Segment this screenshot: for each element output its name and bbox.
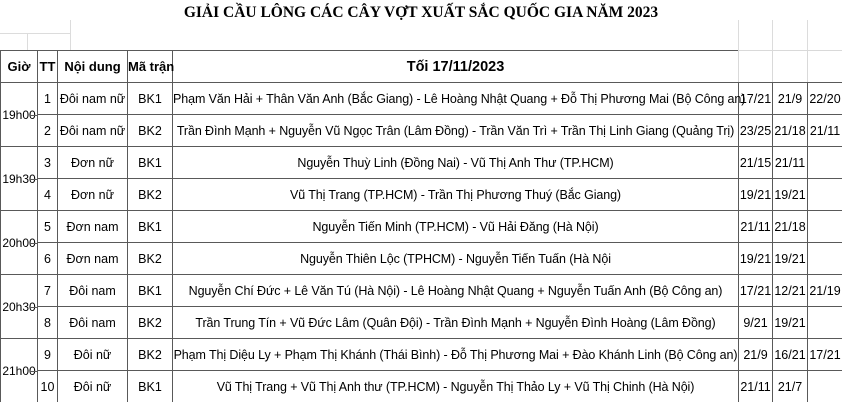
row-number-cell: 8 bbox=[38, 307, 58, 339]
match-code-cell: BK2 bbox=[128, 307, 173, 339]
score-cell-2: 21/9 bbox=[773, 83, 808, 115]
score-cell-1: 19/21 bbox=[739, 243, 773, 275]
schedule-table-head bbox=[1, 51, 842, 83]
event-cell: Đơn nữ bbox=[58, 179, 128, 211]
score-cell-1: 23/25 bbox=[739, 115, 773, 147]
score-cell-1: 9/21 bbox=[739, 307, 773, 339]
table-row bbox=[1, 179, 842, 211]
score-cell-1: 21/11 bbox=[739, 211, 773, 243]
score-cell-3: 21/11 bbox=[808, 115, 842, 147]
score-cell-1: 21/15 bbox=[739, 147, 773, 179]
table-row bbox=[1, 211, 842, 243]
event-cell: Đôi nữ bbox=[58, 371, 128, 402]
score-cell-2: 12/21 bbox=[773, 275, 808, 307]
score-cell-3 bbox=[808, 211, 842, 243]
match-cell: Vũ Thị Trang (TP.HCM) - Trần Thị Phương Thuý (Bắc Giang) bbox=[173, 179, 739, 211]
schedule-table bbox=[0, 50, 842, 402]
row-number-cell: 10 bbox=[38, 371, 58, 402]
gridline bbox=[70, 20, 71, 50]
header-score-1 bbox=[739, 51, 773, 83]
score-cell-3: 21/19 bbox=[808, 275, 842, 307]
score-cell-3: 22/20 bbox=[808, 83, 842, 115]
row-number-cell: 6 bbox=[38, 243, 58, 275]
match-code-cell: BK1 bbox=[128, 147, 173, 179]
table-row bbox=[1, 147, 842, 179]
match-cell: Nguyễn Tiến Minh (TP.HCM) - Vũ Hải Đăng (Hà Nội) bbox=[173, 211, 739, 243]
header-score-2 bbox=[773, 51, 808, 83]
score-cell-1: 17/21 bbox=[739, 83, 773, 115]
score-cell-1: 19/21 bbox=[739, 179, 773, 211]
gridline bbox=[807, 20, 808, 50]
match-cell: Nguyễn Thuỳ Linh (Đồng Nai) - Vũ Thị Anh Thư (TP.HCM) bbox=[173, 147, 739, 179]
time-cell: 19h30 bbox=[1, 147, 38, 211]
match-code-cell: BK1 bbox=[128, 211, 173, 243]
match-code-cell: BK1 bbox=[128, 83, 173, 115]
match-code-cell: BK1 bbox=[128, 275, 173, 307]
row-number-cell: 4 bbox=[38, 179, 58, 211]
header-score-3 bbox=[808, 51, 842, 83]
event-cell: Đơn nam bbox=[58, 211, 128, 243]
header-ma-tran: Mã trận bbox=[128, 51, 173, 83]
title-area bbox=[0, 0, 842, 50]
score-cell-3 bbox=[808, 179, 842, 211]
match-cell: Phạm Thị Diệu Ly + Phạm Thị Khánh (Thái Bình) - Đỗ Thị Phương Mai + Đào Khánh Linh (Bộ Công an) bbox=[173, 339, 739, 371]
score-cell-3 bbox=[808, 147, 842, 179]
event-cell: Đơn nữ bbox=[58, 147, 128, 179]
row-number-cell: 9 bbox=[38, 339, 58, 371]
score-cell-2: 19/21 bbox=[773, 243, 808, 275]
match-cell: Phạm Văn Hải + Thân Văn Anh (Bắc Giang) - Lê Hoàng Nhật Quang + Đỗ Thị Phương Mai (Bộ Công an) bbox=[173, 83, 739, 115]
event-cell: Đôi nữ bbox=[58, 339, 128, 371]
match-code-cell: BK2 bbox=[128, 339, 173, 371]
row-number-cell: 7 bbox=[38, 275, 58, 307]
score-cell-3 bbox=[808, 371, 842, 402]
event-cell: Đôi nam nữ bbox=[58, 83, 128, 115]
event-cell: Đơn nam bbox=[58, 243, 128, 275]
score-cell-2: 19/21 bbox=[773, 179, 808, 211]
page-title: GIẢI CẦU LÔNG CÁC CÂY VỢT XUẤT SẮC QUỐC GIA NĂM 2023 bbox=[183, 4, 659, 21]
time-cell: 19h00 bbox=[1, 83, 38, 147]
header-row bbox=[1, 51, 842, 83]
gridline bbox=[738, 20, 739, 50]
gridline bbox=[772, 20, 773, 50]
row-number-cell: 2 bbox=[38, 115, 58, 147]
row-number-cell: 1 bbox=[38, 83, 58, 115]
match-cell: Nguyễn Thiên Lộc (TPHCM) - Nguyễn Tiến Tuấn (Hà Nội bbox=[173, 243, 739, 275]
gridline bbox=[27, 33, 28, 50]
match-cell: Vũ Thị Trang + Vũ Thị Anh thư (TP.HCM) - Nguyễn Thị Thảo Ly + Vũ Thị Chinh (Hà Nội) bbox=[173, 371, 739, 402]
score-cell-1: 21/11 bbox=[739, 371, 773, 402]
score-cell-2: 21/18 bbox=[773, 211, 808, 243]
match-code-cell: BK2 bbox=[128, 243, 173, 275]
row-number-cell: 3 bbox=[38, 147, 58, 179]
table-row bbox=[1, 83, 842, 115]
score-cell-2: 21/18 bbox=[773, 115, 808, 147]
event-cell: Đôi nam bbox=[58, 307, 128, 339]
header-session: Tối 17/11/2023 bbox=[173, 51, 739, 83]
score-cell-3 bbox=[808, 243, 842, 275]
score-cell-2: 21/7 bbox=[773, 371, 808, 402]
time-cell: 20h30 bbox=[1, 275, 38, 339]
table-row bbox=[1, 275, 842, 307]
table-row bbox=[1, 339, 842, 371]
row-number-cell: 5 bbox=[38, 211, 58, 243]
score-cell-1: 21/9 bbox=[739, 339, 773, 371]
header-tt: TT bbox=[38, 51, 58, 83]
match-code-cell: BK2 bbox=[128, 179, 173, 211]
score-cell-3 bbox=[808, 307, 842, 339]
table-row bbox=[1, 243, 842, 275]
score-cell-2: 19/21 bbox=[773, 307, 808, 339]
match-code-cell: BK1 bbox=[128, 371, 173, 402]
header-noi-dung: Nội dung bbox=[58, 51, 128, 83]
score-cell-2: 21/11 bbox=[773, 147, 808, 179]
table-row bbox=[1, 115, 842, 147]
match-code-cell: BK2 bbox=[128, 115, 173, 147]
score-cell-2: 16/21 bbox=[773, 339, 808, 371]
match-cell: Trần Trung Tín + Vũ Đức Lâm (Quân Đội) - Trần Đình Mạnh + Nguyễn Đình Hoàng (Lâm Đồng) bbox=[173, 307, 739, 339]
table-row bbox=[1, 307, 842, 339]
time-cell: 20h00 bbox=[1, 211, 38, 275]
event-cell: Đôi nam bbox=[58, 275, 128, 307]
schedule-table-body bbox=[1, 83, 842, 402]
event-cell: Đôi nam nữ bbox=[58, 115, 128, 147]
score-cell-1: 17/21 bbox=[739, 275, 773, 307]
gridline bbox=[0, 33, 70, 34]
score-cell-3: 17/21 bbox=[808, 339, 842, 371]
match-cell: Nguyễn Chí Đức + Lê Văn Tú (Hà Nội) - Lê Hoàng Nhật Quang + Nguyễn Tuấn Anh (Bộ Công an) bbox=[173, 275, 739, 307]
table-row bbox=[1, 371, 842, 402]
time-cell: 21h00 bbox=[1, 339, 38, 402]
match-cell: Trần Đình Mạnh + Nguyễn Vũ Ngọc Trân (Lâm Đồng) - Trần Văn Trì + Trần Thị Linh Giang (Quảng Trị) bbox=[173, 115, 739, 147]
header-gio: Giờ bbox=[1, 51, 38, 83]
